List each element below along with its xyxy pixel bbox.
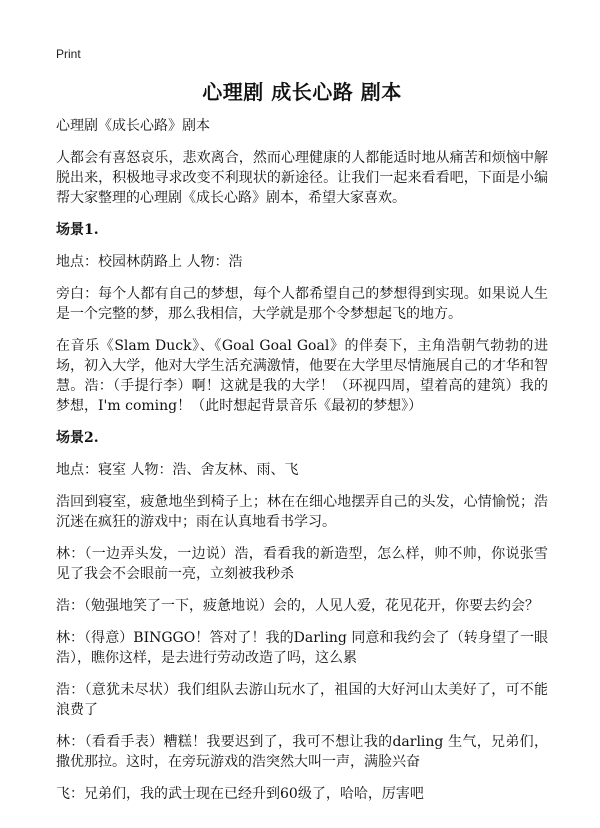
document-subtitle: 心理剧《成长心路》剧本 xyxy=(56,118,210,134)
scene-1-narration: 旁白：每个人都有自己的梦想，每个人都希望自己的梦想得到实现。如果说人生是一个完整的梦，那么我相信，大学就是那个令梦想起飞的地方。 xyxy=(56,286,548,322)
intro-paragraph: 人都会有喜怒哀乐，悲欢离合，然而心理健康的人都能适时地从痛苦和烦恼中解脱出来，积极地寻求改变不利现状的新途径。让我们一起来看看吧，下面是小编帮大家整理的心理剧《成长心路》剧本，希望大家喜欢。 xyxy=(56,150,548,206)
dialogue-line: 浩：（勉强地笑了一下，疲惫地说）会的，人见人爱，花见花开，你要去约会？ xyxy=(56,598,539,614)
scene-2-heading: 场景2. xyxy=(56,430,99,446)
dialogue-line: 飞：兄弟们，我的武士现在已经升到60级了，哈哈，厉害吧 xyxy=(56,786,424,802)
print-link[interactable]: Print xyxy=(56,47,81,61)
scene-1-heading: 场景1. xyxy=(56,222,99,238)
dialogue-line: 林：（一边弄头发，一边说）浩，看看我的新造型，怎么样，帅不帅，你说张雪见了我会不会眼前一亮，立刻被我秒杀 xyxy=(56,546,548,582)
scene-2-location: 地点：寝室 人物：浩、舍友林、雨、飞 xyxy=(56,462,299,478)
document-title: 心理剧 成长心路 剧本 xyxy=(202,80,402,104)
dialogue-line: 林：（看看手表）糟糕！我要迟到了，我可不想让我的darling 生气，兄弟们，撒优那拉。这时，在旁玩游戏的浩突然大叫一声，满脸兴奋 xyxy=(56,734,548,770)
scene-1-location: 地点：校园林荫路上 人物：浩 xyxy=(56,254,243,270)
scene-2-action: 浩回到寝室，疲惫地坐到椅子上；林在在细心地摆弄自己的头发，心情愉悦；浩沉迷在疯狂的游戏中；雨在认真地看书学习。 xyxy=(56,494,548,530)
dialogue-line: 林：（得意）BINGGO！答对了！我的Darling 同意和我约会了（转身望了一眼浩），瞧你这样，是去进行劳动改造了吗，这么累 xyxy=(56,630,548,666)
scene-1-action: 在音乐《Slam Duck》、《Goal Goal Goal》的伴奏下，主角浩朝气勃勃的进场，初入大学，他对大学生活充满激情，他要在大学里尽情施展自己的才华和智慧。浩：（手提行李）啊！这就是我的大学！（环视四周，望着高的建筑）我的梦想，I'm coming！（此时想起背景音乐《最初的梦想》） xyxy=(56,338,548,414)
dialogue-line: 浩：（意犹未尽状）我们组队去游山玩水了，祖国的大好河山太美好了，可不能浪费了 xyxy=(56,682,548,718)
